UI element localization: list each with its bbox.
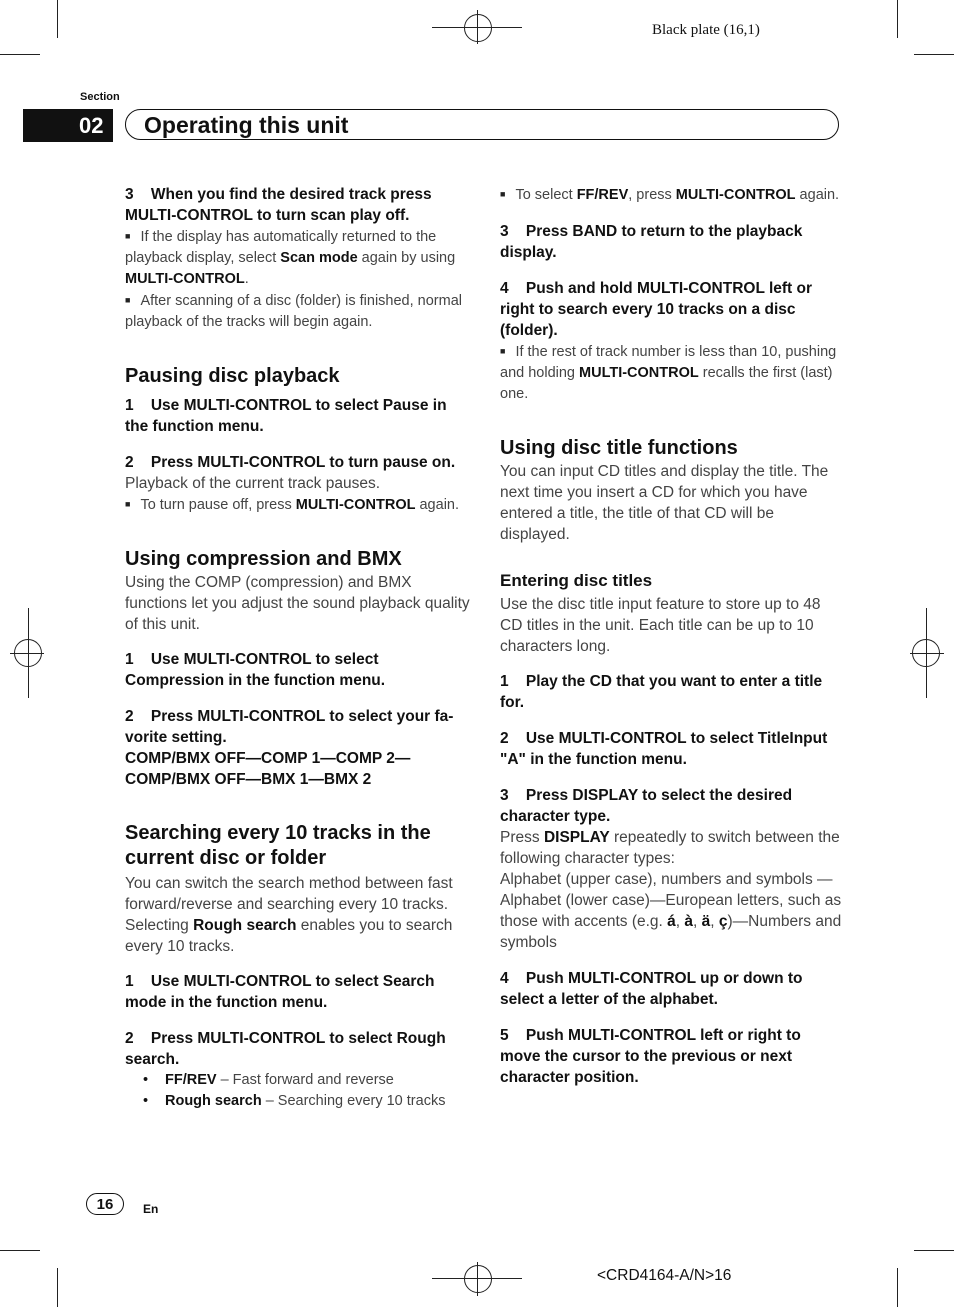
plate-label: Black plate (16,1): [652, 22, 760, 38]
step-band: 3 Press BAND to return to the playback display.: [500, 223, 803, 261]
step-select-letter: 4 Push MULTI-CONTROL up or down to select a letter of the alphabet.: [500, 970, 803, 1008]
crop-mark: [0, 1250, 40, 1251]
bullet-rough-search: • Rough search – Searching every 10 tracks: [143, 1093, 446, 1109]
heading-entering-titles: Entering disc titles: [500, 571, 653, 590]
note-pause-off: ■ To turn pause off, press MULTI-CONTROL again.: [125, 497, 460, 513]
crop-mark: [57, 0, 58, 38]
comp-sequence-1: COMP/BMX OFF—COMP 1—COMP 2—: [125, 750, 411, 767]
heading-compression: Using compression and BMX: [125, 548, 402, 570]
step-pause-select: 1 Use MULTI-CONTROL to select Pause in the function menu.: [125, 397, 447, 435]
language-label: En: [143, 1202, 159, 1216]
crop-mark: [897, 0, 898, 38]
heading-disc-title: Using disc title functions: [500, 437, 738, 459]
step-rough-search: 2 Press MULTI-CONTROL to select Rough search.: [125, 1030, 446, 1068]
footer-code: <CRD4164-A/N>16: [597, 1267, 732, 1284]
step-character-type: 3 Press DISPLAY to select the desired character type.: [500, 787, 793, 825]
crop-mark: [0, 54, 40, 55]
step-comp-setting: 2 Press MULTI-CONTROL to select your fa-vorite setting.: [125, 708, 454, 746]
left-column: [125, 184, 470, 1112]
step-hold-search: 4 Push and hold MULTI-CONTROL left or right to search every 10 tracks on a disc (folder).: [500, 280, 813, 339]
step-play-cd: 1 Play the CD that you want to enter a title for.: [500, 673, 823, 711]
character-types: Alphabet (upper case), numbers and symbols —Alphabet (lower case)—European letters, such as those with accents (e.g. á, à, ä, ç)—Numbers and symbols: [500, 871, 842, 951]
section-label: Section: [80, 91, 120, 103]
section-title: Operating this unit: [125, 109, 839, 140]
step-pause-on: 2 Press MULTI-CONTROL to turn pause on.: [125, 454, 456, 471]
note-after-scan: ■ After scanning of a disc (folder) is finished, normal playback of the tracks will begin again.: [125, 293, 463, 330]
entering-body: Use the disc title input feature to store up to 48 CD titles in the unit. Each title can be up to 10 characters long.: [500, 596, 821, 655]
crop-mark: [914, 1250, 954, 1251]
comp-sequence-2: COMP/BMX OFF—BMX 1—BMX 2: [125, 771, 372, 788]
section-number: 02: [23, 109, 113, 142]
note-scan-mode: ■ If the display has automatically returned to the playback display, select Scan mode again by using MULTI-CONTROL.: [125, 229, 456, 287]
step-title-input: 2 Use MULTI-CONTROL to select TitleInput "A" in the function menu.: [500, 730, 828, 768]
note-ffrev: ■ To select FF/REV, press MULTI-CONTROL again.: [500, 187, 840, 203]
right-column: [500, 184, 845, 1088]
pause-body: Playback of the current track pauses.: [125, 475, 381, 492]
heading-searching: Searching every 10 tracks in the current disc or folder: [125, 822, 431, 869]
crop-mark: [897, 1268, 898, 1307]
crop-mark: [914, 54, 954, 55]
step-search-mode: 1 Use MULTI-CONTROL to select Search mode in the function menu.: [125, 973, 435, 1011]
page-number: 16: [86, 1193, 124, 1215]
step-move-cursor: 5 Push MULTI-CONTROL left or right to move the cursor to the previous or next character position.: [500, 1027, 801, 1086]
bullet-ffrev: • FF/REV – Fast forward and reverse: [143, 1072, 394, 1088]
search-body: You can switch the search method between fast forward/reverse and searching every 10 tracks. Selecting Rough search enables you to search every 10 tracks.: [125, 875, 453, 955]
note-rest-tracks: ■ If the rest of track number is less than 10, pushing and holding MULTI-CONTROL recalls the first (last) one.: [500, 344, 837, 402]
disc-title-body: You can input CD titles and display the title. The next time you insert a CD for which you have entered a title, the title of that CD will be displayed.: [500, 463, 829, 543]
compression-body: Using the COMP (compression) and BMX functions let you adjust the sound playback quality of this unit.: [125, 574, 470, 633]
display-body: Press DISPLAY repeatedly to switch between the following character types:: [500, 829, 840, 867]
heading-pausing: Pausing disc playback: [125, 365, 340, 387]
step-scan-off: 3 When you find the desired track press MULTI-CONTROL to turn scan play off.: [125, 186, 432, 224]
crop-mark: [57, 1268, 58, 1307]
step-comp-select: 1 Use MULTI-CONTROL to select Compression in the function menu.: [125, 651, 386, 689]
